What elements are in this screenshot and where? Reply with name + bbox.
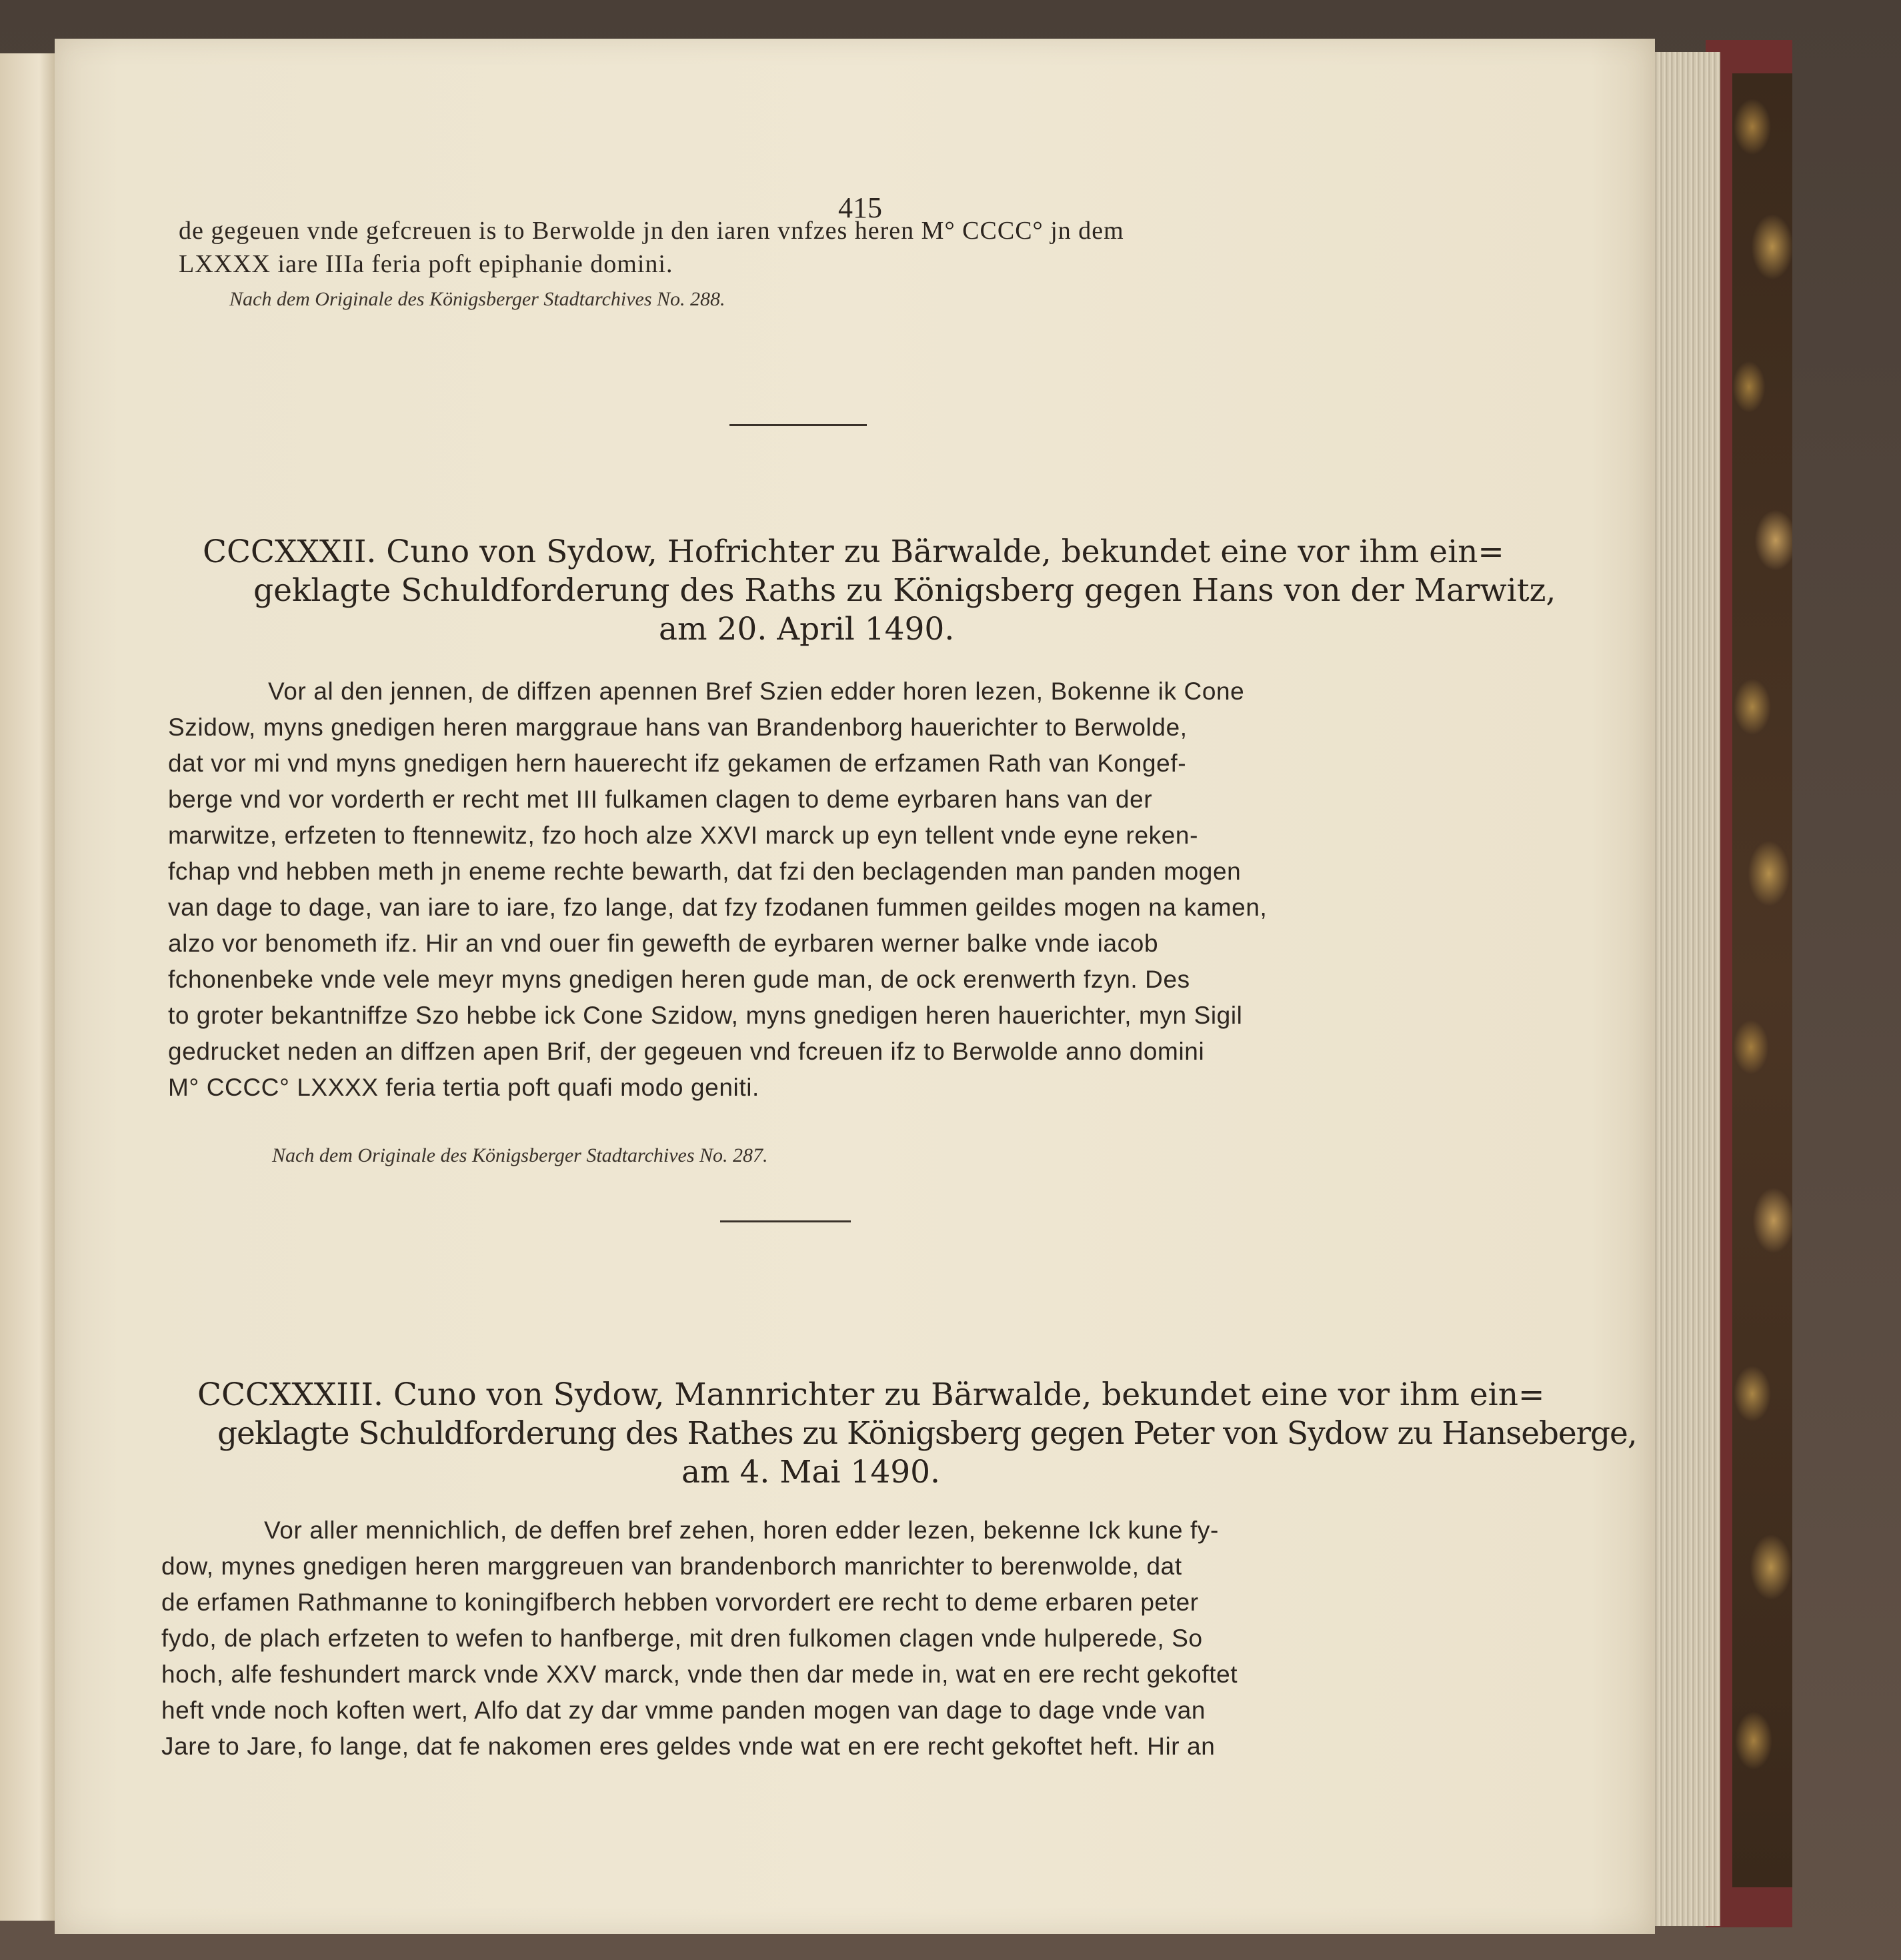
marbled-endpaper (1732, 73, 1792, 1887)
body-line: hoch, alfe feshundert marck vnde XXV marck, vnde then dar mede in, wat en ere recht gekoftet (161, 1661, 1238, 1688)
source-note: Nach dem Originale des Königsberger Stadtarchives No. 287. (272, 1144, 768, 1166)
section-divider (729, 424, 867, 426)
page-number: 415 (838, 191, 882, 224)
heading-text: Cuno von Sydow, Mannrichter zu Bärwalde, bekundet eine vor ihm ein= (393, 1376, 1545, 1413)
body-line: Jare to Jare, fo lange, dat fe nakomen eres geldes vnde wat en ere recht gekoftet heft. Hir an (161, 1733, 1216, 1760)
body-line: fchonenbeke vnde vele meyr myns gnedigen heren gude man, de ock erenwerth fzyn. Des (168, 966, 1190, 993)
body-line: alzo vor benometh ifz. Hir an vnd ouer fin gewefth de eyrbaren werner balke vnde iacob (168, 930, 1159, 957)
body-line: dat vor mi vnd myns gnedigen hern hauerecht ifz gekamen de erfzamen Rath van Kongef- (168, 750, 1187, 777)
body-line: marwitze, erfzeten to ftennewitz, fzo hoch alze XXVI marck up eyn tellent vnde eyne reken- (168, 822, 1199, 849)
document-number: CCCXXXIII. (197, 1376, 383, 1413)
facing-page-edge (0, 53, 57, 1921)
heading-line: geklagte Schuldforderung des Raths zu Königsberg gegen Hans von der Marwitz, (253, 572, 1556, 609)
body-line: berge vnd vor vorderth er recht met III fulkamen clagen to deme eyrbaren hans van der (168, 786, 1153, 813)
document-heading (203, 534, 1504, 570)
heading-line: am 20. April 1490. (659, 611, 955, 648)
heading-text: Cuno von Sydow, Hofrichter zu Bärwalde, bekundet eine vor ihm ein= (386, 534, 1504, 570)
heading-line: geklagte Schuldforderung des Rathes zu Königsberg gegen Peter von Sydow zu Hanseberge, (217, 1415, 1637, 1452)
body-line: gedrucket neden an diffzen apen Brif, der gegeuen vnd fcreuen ifz to Berwolde anno domini (168, 1038, 1205, 1065)
document-number: CCCXXXII. (203, 534, 377, 570)
body-line: Szidow, myns gnedigen heren marggraue hans van Brandenborg hauerichter to Berwolde, (168, 714, 1188, 741)
body-line: heft vnde noch koften wert, Alfo dat zy dar vmme panden mogen van dage to dage vnde van (161, 1697, 1206, 1724)
book-page (55, 39, 1655, 1934)
document-heading (197, 1376, 1544, 1413)
body-line: fchap vnd hebben meth jn eneme rechte bewarth, dat fzi den beclagenden man panden mogen (168, 858, 1242, 885)
section-divider (720, 1220, 851, 1222)
body-line: Vor al den jennen, de diffzen apennen Bref Szien edder horen lezen, Bokenne ik Cone (268, 678, 1245, 705)
body-line: fydo, de plach erfzeten to wefen to hanfberge, mit dren fulkomen clagen vnde hulperede, So (161, 1625, 1203, 1652)
continuation-line: LXXXX iare IIIa feria poft epiphanie domini. (179, 250, 673, 278)
body-line: de erfamen Rathmanne to koningifberch hebben vorvordert ere recht to deme erbaren peter (161, 1589, 1199, 1616)
body-line: dow, mynes gnedigen heren marggreuen van brandenborch manrichter to berenwolde, dat (161, 1553, 1182, 1580)
source-note: Nach dem Originale des Königsberger Stadtarchives No. 288. (229, 288, 725, 310)
body-line: Vor aller mennichlich, de deffen bref zehen, horen edder lezen, bekenne Ick kune fy- (264, 1517, 1219, 1544)
body-line: to groter bekantniffze Szo hebbe ick Cone Szidow, myns gnedigen heren hauerichter, myn Sigil (168, 1002, 1243, 1029)
continuation-line: de gegeuen vnde gefcreuen is to Berwolde jn den iaren vnfzes heren M° CCCC° jn dem (179, 217, 1124, 245)
heading-line: am 4. Mai 1490. (681, 1454, 940, 1491)
body-line: M° CCCC° LXXXX feria tertia poft quafi modo geniti. (168, 1074, 759, 1101)
body-line: van dage to dage, van iare to iare, fzo lange, dat fzy fzodanen fummen geildes mogen na kamen, (168, 894, 1268, 921)
page-block-edges (1647, 52, 1720, 1926)
